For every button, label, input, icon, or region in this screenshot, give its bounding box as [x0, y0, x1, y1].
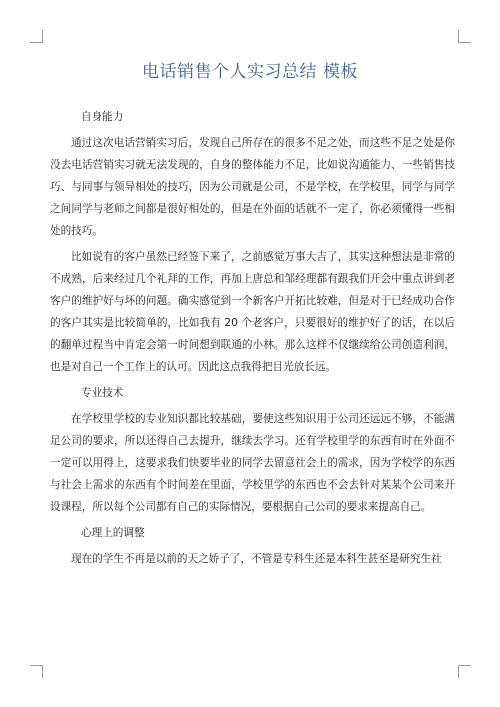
crop-mark-top-left: [30, 30, 43, 43]
section-heading-professional-skill: 专业技术: [81, 387, 124, 399]
crop-mark-bottom-right: [458, 665, 471, 678]
document-title: 电话销售个人实习总结 模板: [142, 62, 358, 82]
paragraph: 在学校里学校的专业知识都比较基础，要使这些知识用于公司还远远不够，不能满足公司的要求，所以还得自己去提升，继续去学习。还有学校里学的东西有时在外面不一定可以用得上，这要求我们快要毕业的同学去留意社会上的需求，因为学校学的东西与社会上需求的东西有个时间差在里面，学校里学的东西也不会去针对某某个公司来开设课程，所以每个公司都有自己的实际情况，要根据自己公司的要求来提高自己。: [50, 413, 455, 513]
paragraph: 比如说有的客户虽然已经签下来了，之前感觉万事大吉了，其实这种想法是非常的不成熟，后来经过几个礼拜的工作，再加上唐总和邹经理都有跟我们开会中重点讲到老客户的维护好与坏的问题。确实感觉到一个新客户开拓比较难，但是对于已经成功合作的客户其实是比较简单的，比如我有 20 个老客户，只要很好的维护好了的话，在以后的翻单过程当中肯定会第一时间想到联通的小林。那么这样不仅继续给公司创造利润，也是对自己一个工作上的认可。因此这点我得把目光放长远。: [50, 251, 455, 373]
section-heading-self-ability: 自身能力: [81, 111, 124, 123]
paragraph: 现在的学生不再是以前的天之娇子了，不管是专科生还是本科生甚至是研究生社: [71, 553, 442, 565]
section-heading-mental-adjustment: 心理上的调整: [81, 527, 145, 539]
crop-mark-top-right: [458, 30, 471, 43]
crop-mark-bottom-left: [30, 665, 43, 678]
paragraph: 通过这次电话营销实习后，发现自己所存在的很多不足之处，而这些不足之处是你没去电话营销实习就无法发现的，自身的整体能力不足，比如说沟通能力、一些销售技巧、与同事与领导相处的技巧，因为公司就是公司，不是学校，在学校里，同学与同学之间同学与老师之间都是很好相处的，但是在外面的话就不一定了，你必须懂得一些相处的技巧。: [50, 137, 455, 237]
document-body: [50, 106, 455, 570]
